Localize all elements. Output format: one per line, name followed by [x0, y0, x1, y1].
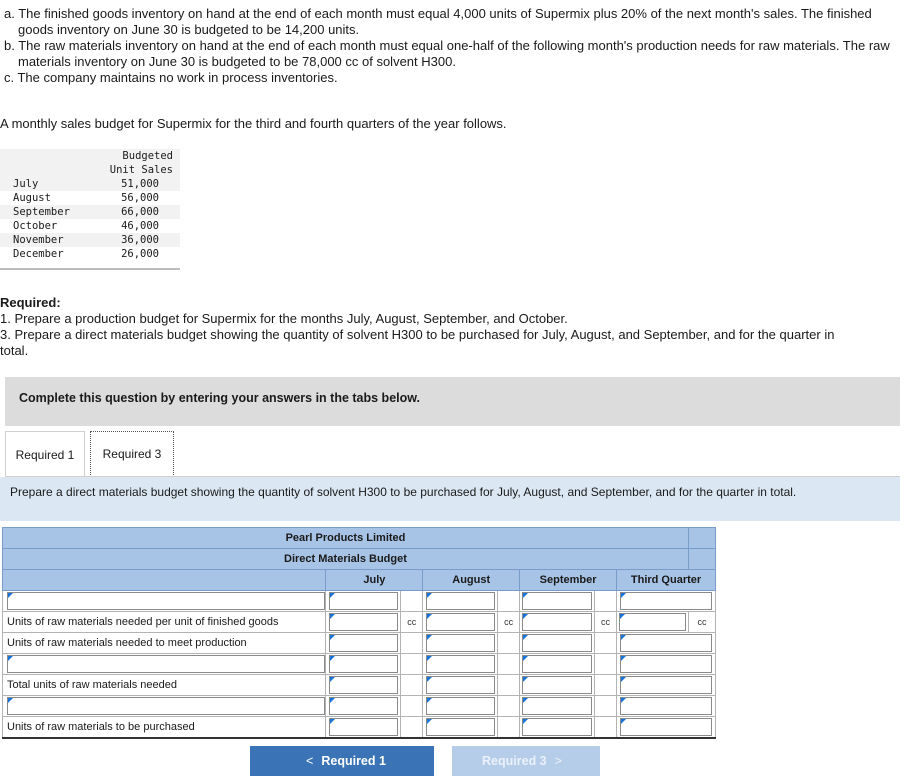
- row-label-to-meet: Units of raw materials needed to meet production: [3, 633, 326, 654]
- table-row: [3, 633, 716, 654]
- quarter-input[interactable]: [620, 655, 712, 673]
- prev-required-button[interactable]: [250, 746, 434, 776]
- col-third-quarter: Third Quarter: [617, 570, 716, 591]
- row-label-input[interactable]: [7, 592, 325, 610]
- august-input[interactable]: [426, 697, 495, 715]
- sales-row: November 36,000: [0, 233, 180, 247]
- assumption-a: a. The finished goods inventory on hand at the end of each month must equal 4,000 units of Supermix plus 20% of the next month's sales. The finished goods inventory on June 30 is budgeted to be 14,200 units.: [4, 6, 872, 37]
- quarter-input[interactable]: [620, 592, 712, 610]
- next-required-button[interactable]: [452, 746, 600, 776]
- august-input[interactable]: [426, 676, 495, 694]
- table-row: Units of raw materials needed per unit of finished goods cc cc cc cc: [3, 612, 716, 633]
- july-input[interactable]: [329, 718, 398, 736]
- budget-company: Pearl Products Limited: [3, 528, 689, 549]
- tab-required-1[interactable]: Required 1: [5, 431, 85, 477]
- assumption-b: b. The raw materials inventory on hand at the end of each month must equal one-half of the following month's production needs for raw materials. The raw materials inventory on June 30 is budgeted to be 78,000 cc of solvent H300.: [4, 38, 890, 69]
- budget-title: Direct Materials Budget: [3, 549, 689, 570]
- prev-button-label: Required 1: [321, 754, 386, 768]
- required-section: [0, 295, 860, 359]
- sales-table-footer: [0, 261, 180, 269]
- sales-row: September 66,000: [0, 205, 180, 219]
- august-input[interactable]: [426, 592, 495, 610]
- chevron-right-icon: >: [554, 754, 562, 768]
- july-input[interactable]: [329, 697, 398, 715]
- quarter-input[interactable]: [619, 613, 686, 631]
- row-label-total: Total units of raw materials needed: [3, 675, 326, 696]
- sales-row: July 51,000: [0, 177, 180, 191]
- july-input[interactable]: [329, 634, 398, 652]
- complete-prompt-panel: [5, 377, 900, 426]
- august-input[interactable]: [426, 613, 495, 631]
- col-september: September: [520, 570, 617, 591]
- sales-header-line2: Unit Sales: [0, 163, 180, 177]
- august-input[interactable]: [426, 718, 495, 736]
- quarter-input[interactable]: [620, 697, 712, 715]
- direct-materials-budget-table: [2, 527, 716, 739]
- table-row: [3, 591, 716, 612]
- september-input[interactable]: [522, 634, 591, 652]
- required-heading: Required:: [0, 295, 61, 310]
- september-input[interactable]: [522, 613, 591, 631]
- instruction-banner: Prepare a direct materials budget showing the quantity of solvent H300 to be purchased for July, August, and September, and for the quarter in total.: [0, 477, 900, 521]
- quarter-input[interactable]: [620, 676, 712, 694]
- assumptions-list: [4, 6, 904, 86]
- july-input[interactable]: [329, 613, 398, 631]
- complete-prompt: Complete this question by entering your answers in the tabs below.: [19, 391, 420, 405]
- september-input[interactable]: [522, 718, 591, 736]
- col-july: July: [326, 570, 423, 591]
- september-input[interactable]: [522, 697, 591, 715]
- sales-header-line1: Budgeted: [0, 149, 180, 163]
- row-label-input[interactable]: [7, 655, 325, 673]
- required-item-1: 1. Prepare a production budget for Supermix for the months July, August, September, and October.: [0, 311, 568, 326]
- chevron-left-icon: <: [306, 754, 314, 768]
- sales-budget-intro: A monthly sales budget for Supermix for the third and fourth quarters of the year follows.: [0, 116, 507, 131]
- table-row: [3, 696, 716, 717]
- july-input[interactable]: [329, 655, 398, 673]
- august-input[interactable]: [426, 634, 495, 652]
- row-label-per-unit: Units of raw materials needed per unit of finished goods: [3, 612, 326, 633]
- table-row: [3, 717, 716, 739]
- assumption-c: c. The company maintains no work in process inventories.: [4, 70, 338, 85]
- september-input[interactable]: [522, 676, 591, 694]
- table-row: [3, 675, 716, 696]
- sales-row: August 56,000: [0, 191, 180, 205]
- july-input[interactable]: [329, 676, 398, 694]
- table-row: [3, 654, 716, 675]
- july-input[interactable]: [329, 592, 398, 610]
- tab-required-3[interactable]: Required 3: [90, 431, 174, 477]
- next-button-label: Required 3: [482, 754, 547, 768]
- september-input[interactable]: [522, 655, 591, 673]
- august-input[interactable]: [426, 655, 495, 673]
- required-item-3: 3. Prepare a direct materials budget showing the quantity of solvent H300 to be purchased for July, August, and September, and for the quarter in total.: [0, 327, 835, 358]
- quarter-input[interactable]: [620, 634, 712, 652]
- row-label-input[interactable]: [7, 697, 325, 715]
- row-label-purchased: Units of raw materials to be purchased: [3, 717, 326, 739]
- sales-row: October 46,000: [0, 219, 180, 233]
- quarter-input[interactable]: [620, 718, 712, 736]
- september-input[interactable]: [522, 592, 591, 610]
- sales-row: December 26,000: [0, 247, 180, 261]
- sales-budget-table: [0, 149, 180, 270]
- col-august: August: [423, 570, 520, 591]
